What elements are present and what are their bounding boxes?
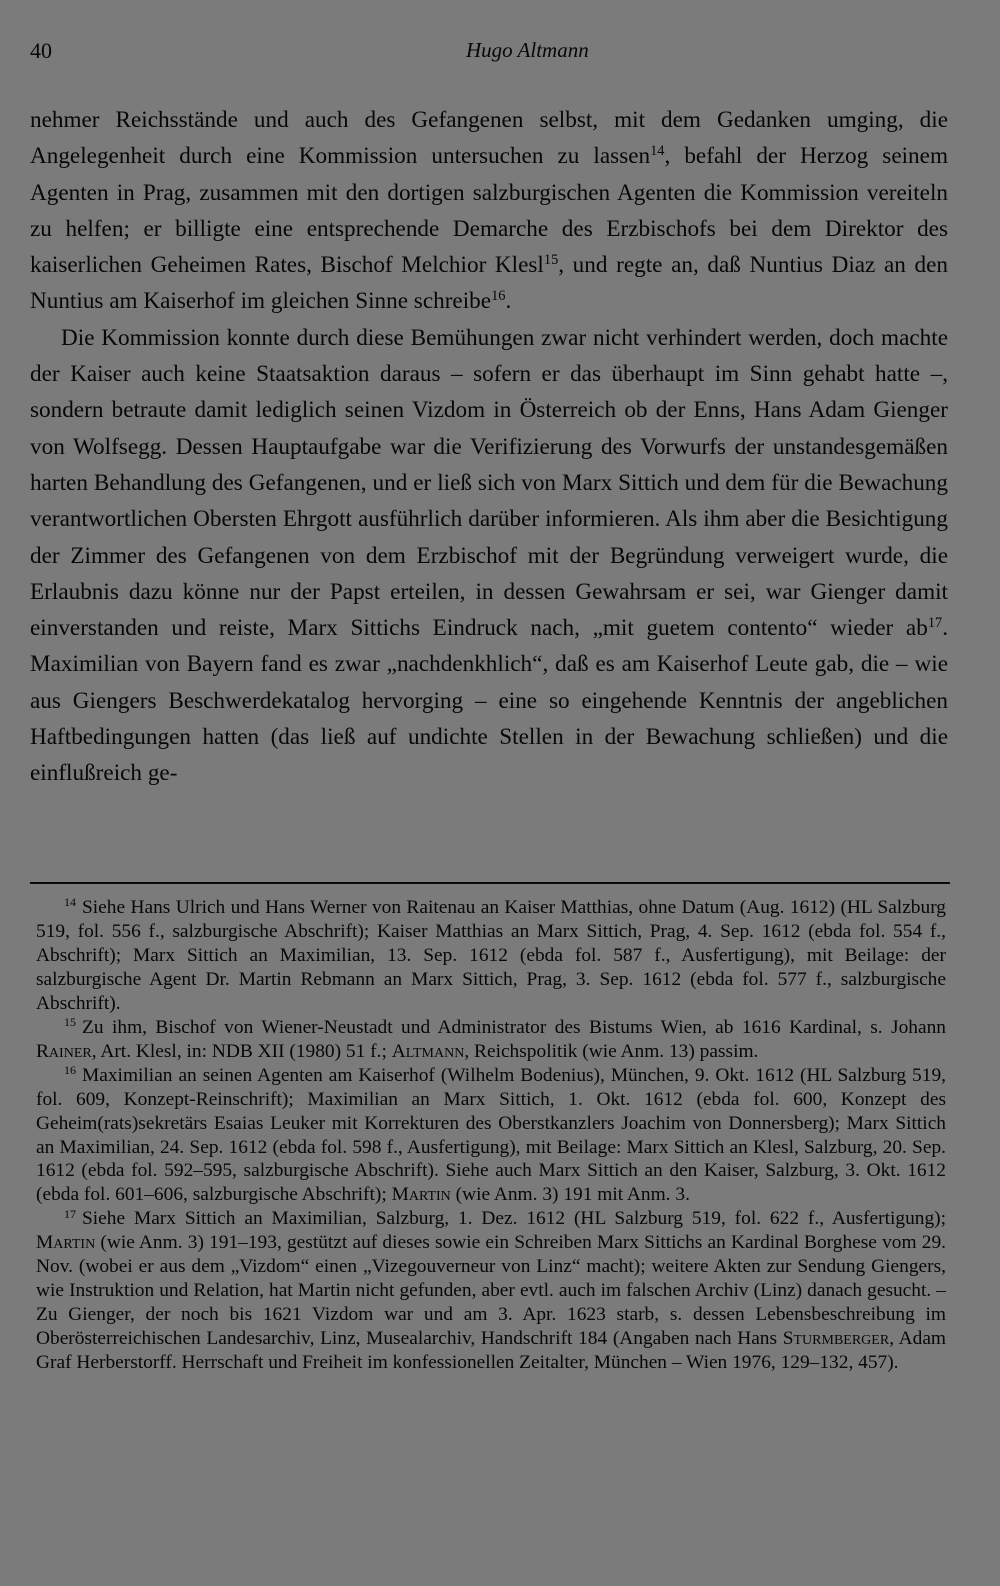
footnote-text: , Adam Graf Herberstorff. Herrschaft und Freiheit im konfessionellen Zeitalter, München – Wien 1976, 129–132, 457). — [36, 1328, 947, 1374]
running-head: Hugo Altmann — [466, 38, 589, 62]
footnote-marker: 16 — [64, 1063, 77, 1078]
text-run: , und regte an, daß Nuntius Diaz an den Nuntius am Kaiserhof im gleichen Sinne schreibe — [30, 252, 948, 315]
author-name: Rainer — [36, 1040, 92, 1062]
footnote-text: Siehe Marx Sittich an Maximilian, Salzburg, 1. Dez. 1612 (HL Salzburg 519, fol. 622 f., Ausfertigung); — [82, 1208, 946, 1230]
footnote-text: Maximilian an seinen Agenten am Kaiserhof (Wilhelm Bodenius), München, 9. Okt. 1612 (HL Salzburg 519, fol. 609, Konzept-Reinschrift); Maximilian an Marx Sittich, 1. Okt. 1612 (ebda fol. 600, Konzept des Geheim(rats)sekretärs Esaias Leuker mit Korrekturen des Oberstkanzlers Joachim von Donnersberg); Marx Sittich an Maximilian, 24. Sep. 1612 (ebda fol. 598 f., Ausfertigung), mit Beilage: Marx Sittich an Klesl, Salzburg, 20. Sep. 1612 (ebda fol. 592–595, salzburgische Abschrift). Siehe auch Marx Sittich an den Kaiser, Salzburg, 3. Okt. 1612 (ebda fol. 601–606, salzburgische Abschrift); — [36, 1064, 946, 1206]
text-run: , befahl der Herzog seinem Agenten in Prag, zusammen mit den dortigen salzburgischen Agenten die Kommission vereiteln zu helfen; er billigte eine entsprechende Demarche des Erzbischofs bei dem Direktor des kaiserlichen Geheimen Rates, Bischof Melchior Klesl — [30, 143, 948, 279]
footnote-text: Zu ihm, Bischof von Wiener-Neustadt und Administrator des Bistums Wien, ab 1616 Kardinal, s. Johann — [82, 1016, 946, 1038]
text-run: . — [505, 288, 512, 315]
author-name: Sturmberger — [782, 1328, 890, 1350]
footnotes — [36, 896, 946, 1375]
footnote-marker: 15 — [64, 1015, 77, 1030]
paragraph — [30, 320, 948, 792]
author-name: Martin — [391, 1184, 451, 1206]
footnote-text: (wie Anm. 3) 191–193, gestützt auf dieses sowie ein Schreiben Marx Sittichs an Kardinal Borghese vom 29. Nov. (wobei er aus dem „Vizdom“ einen „Vizegouverneur von Linz“ macht); weitere Akten zur Sendung Giengers, wie Instruktion und Relation, hat Martin nicht gefunden, aber evtl. auch im falschen Archiv (Linz) danach gesucht. – Zu Gienger, der noch bis 1621 Vizdom war und am 3. Apr. 1623 starb, s. dessen Lebensbeschreibung im Oberösterreichischen Landesarchiv, Linz, Musealarchiv, Handschrift 184 (Angaben nach Hans — [36, 1232, 946, 1350]
footnote-15 — [36, 1016, 946, 1064]
footnote-17 — [36, 1207, 946, 1375]
footnote-reference: 16 — [491, 288, 506, 305]
footnote-14 — [36, 896, 946, 1016]
footnote-16 — [36, 1064, 946, 1208]
page-header — [30, 38, 610, 68]
paragraph — [30, 102, 948, 320]
footnote-reference: 14 — [650, 143, 665, 160]
text-run: Die Kommission konnte durch diese Bemühungen zwar nicht verhindert werden, doch machte der Kaiser auch keine Staatsaktion daraus – sofern er das überhaupt im Sinn gehabt hatte –, sondern betraute damit lediglich seinen Vizdom in Österreich ob der Enns, Hans Adam Gienger von Wolfsegg. Dessen Hauptaufgabe war die Verifizierung des Vorwurfs der unstandesgemäßen harten Behandlung des Gefangenen, und er ließ sich von Marx Sittich und dem für die Bewachung verantwortlichen Obersten Ehrgott ausführlich darüber informieren. Als ihm aber die Besichtigung der Zimmer des Gefangenen von dem Erzbischof mit der Begründung verweigert wurde, die Erlaubnis dazu könne nur der Papst erteilen, in dessen Gewahrsam er sei, war Gienger damit einverstanden und reiste, Marx Sittichs Eindruck nach, „mit guetem contento“ wieder ab — [30, 324, 948, 642]
footnote-reference: 15 — [543, 252, 559, 269]
text-run: . Maximilian von Bayern fand es zwar „nachdenkhlich“, daß es am Kaiserhof Leute gab, die – wie aus Giengers Beschwerdekatalog hervorging – eine so eingehende Kenntnis der angeblichen Haftbedingungen hatten (das ließ auf undichte Stellen in der Bewachung schließen) und die einflußreich ge- — [30, 615, 948, 787]
footnote-text: , Reichspolitik (wie Anm. 13) passim. — [464, 1040, 759, 1062]
footnote-text: , Art. Klesl, in: NDB XII (1980) 51 f.; — [91, 1040, 392, 1062]
footnote-text: (wie Anm. 3) 191 mit Anm. 3. — [450, 1184, 690, 1206]
footnote-marker: 17 — [64, 1206, 77, 1221]
footnote-marker: 14 — [64, 895, 77, 910]
footnote-divider — [30, 882, 950, 884]
text-run: nehmer Reichsstände und auch des Gefangenen selbst, mit dem Gedanken umging, die Angelegenheit durch eine Kommission untersuchen zu lassen — [30, 107, 948, 170]
author-name: Altmann — [391, 1040, 465, 1062]
page-number: 40 — [30, 38, 52, 63]
footnote-text: Siehe Hans Ulrich und Hans Werner von Raitenau an Kaiser Matthias, ohne Datum (Aug. 1612) (HL Salzburg 519, fol. 556 f., salzburgische Abschrift); Kaiser Matthias an Marx Sittich, Prag, 4. Sep. 1612 (ebda fol. 554 f., Abschrift); Marx Sittich an Maximilian, 13. Sep. 1612 (ebda fol. 587 f., Ausfertigung), mit Beilage: der salzburgische Agent Dr. Martin Rebmann an Marx Sittich, Prag, 3. Sep. 1612 (ebda fol. 577 f., salzburgische Abschrift). — [36, 897, 946, 1014]
main-text — [30, 102, 948, 792]
footnote-reference: 17 — [927, 615, 943, 632]
author-name: Martin — [36, 1232, 96, 1254]
